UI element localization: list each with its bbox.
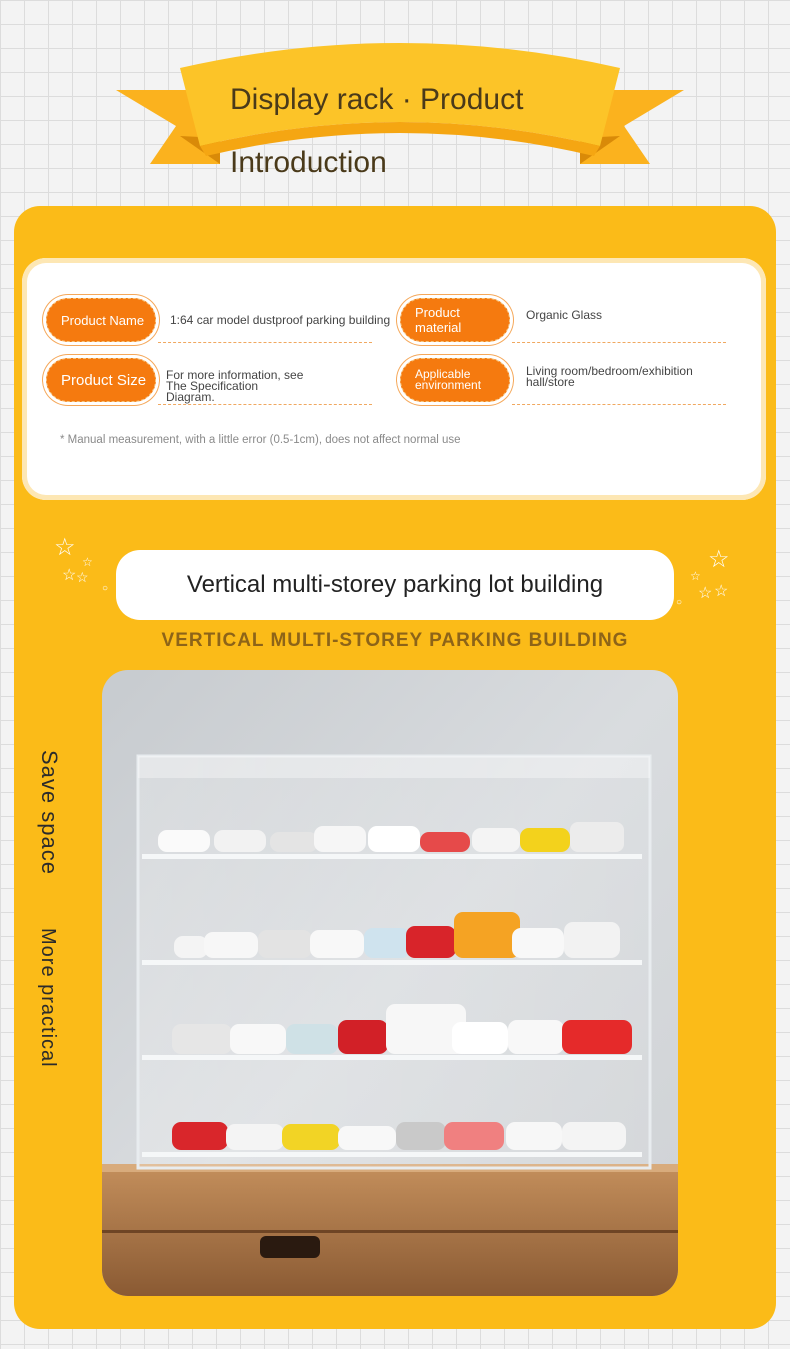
measurement-note: * Manual measurement, with a little error (0.5-1cm), does not affect normal use	[60, 434, 461, 446]
divider-line	[512, 342, 726, 343]
product-material-label: Product material	[400, 298, 510, 342]
product-name-label: Product Name	[46, 298, 156, 342]
product-size-label: Product Size	[46, 358, 156, 402]
product-size-value: For more information, see The Specification Diagram.	[166, 368, 304, 404]
star-icon: ○	[102, 583, 109, 594]
side-text-save-space: Save space	[37, 750, 62, 875]
star-icon: ☆	[698, 585, 713, 602]
applicable-environment-label: Applicable environment	[400, 358, 510, 402]
main-panel	[14, 206, 776, 1329]
spec-card	[22, 258, 766, 500]
star-icon: ☆	[708, 546, 730, 573]
title-banner	[110, 28, 690, 188]
side-text-more-practical: More practical	[37, 928, 59, 1068]
divider-line	[512, 404, 726, 405]
star-icon: ☆	[62, 567, 77, 584]
section-subtitle: VERTICAL MULTI-STOREY PARKING BUILDING	[161, 630, 629, 651]
product-photo	[102, 670, 678, 1296]
applicable-environment-value: Living room/bedroom/exhibition hall/store	[526, 364, 693, 389]
product-name-value: 1:64 car model dustproof parking building	[170, 313, 391, 327]
display-rack-illustration	[102, 670, 678, 1296]
star-icon: ☆	[76, 569, 89, 585]
divider-line	[158, 404, 372, 405]
star-icon: ☆	[54, 534, 76, 561]
star-icon: ☆	[82, 555, 93, 569]
section-title: Vertical multi-storey parking lot building	[116, 550, 674, 620]
star-icon: ☆	[690, 569, 701, 583]
star-icon: ☆	[714, 583, 729, 600]
product-material-value: Organic Glass	[526, 308, 603, 322]
banner-title: Display rack · Product Introduction	[230, 83, 524, 179]
divider-line	[158, 342, 372, 343]
star-icon: ○	[676, 597, 683, 608]
